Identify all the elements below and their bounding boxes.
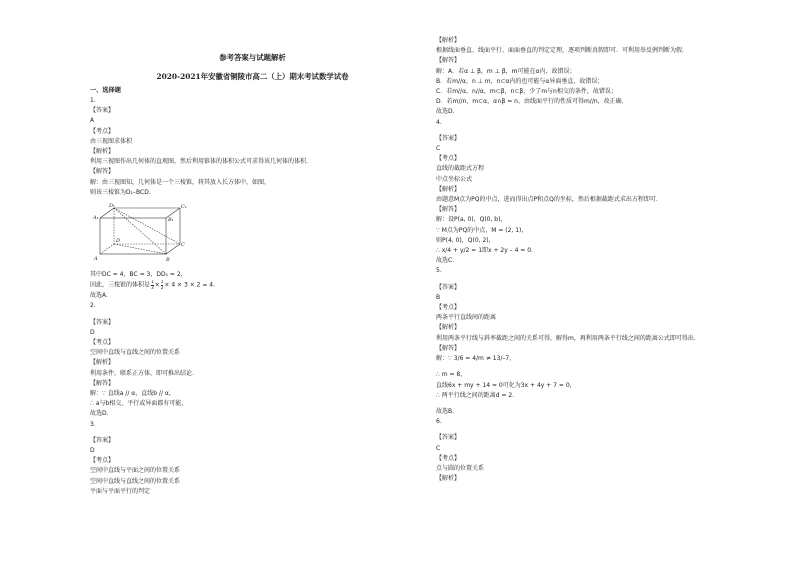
text-line: 利用条件，联系正方体，即可推出结论． (90, 369, 199, 377)
text-line: 【答案】 (436, 434, 461, 442)
fraction-denominator: 2 (160, 285, 164, 291)
text-line: ∴ m = 8， (436, 371, 467, 379)
text-line: 空间中直线与平面之间的位置关系 (90, 467, 181, 475)
vertex-label: D (116, 238, 121, 245)
text-line: 其中DC = 4，BC = 3，DD₁ = 2， (90, 271, 187, 279)
cuboid-figure (92, 200, 192, 262)
vertex-label: C (181, 242, 185, 249)
vertex-label: B₁ (168, 217, 174, 224)
fraction-denominator: 3 (151, 285, 154, 291)
text-line: 1. (90, 97, 96, 104)
fraction-numerator: 1 (151, 280, 154, 285)
text-line: 由三视图求体积 (90, 137, 133, 145)
text-line: 【考点】 (90, 339, 115, 347)
vertex-label: D₁ (109, 203, 116, 210)
text-span: × 4 × 3 × 2 = 4. (164, 282, 216, 290)
text-line: 故选D． (436, 108, 459, 116)
text-line: 【答案】 (436, 134, 461, 142)
text-line: 解：∵ 3/6 = 4/m ≠ 13/–7， (436, 355, 516, 363)
text-line: 解：A．若α ⊥ β，m ⊥ β，m可能在α内，故错误； (436, 67, 576, 75)
text-line: 利用两条平行线与斜率截距之间的关系可得，解得m，再利用两条平行线之间的距离公式即可得出． (436, 334, 700, 342)
text-line: 【考点】 (436, 304, 461, 312)
text-line: B (436, 293, 441, 301)
text-line: 中点坐标公式 (436, 175, 473, 183)
text-line: 根据线面垂直、线面平行、面面垂直的判定定理，逐项判断真假即可．可利用举反例判断为假． (436, 47, 689, 55)
text-line: ∵ M点为PQ的中点，M = (2, 1)， (436, 226, 528, 234)
text-line: 【考点】 (436, 155, 461, 163)
text-line: 【解答】 (436, 57, 461, 65)
text-line: 则P(4, 0)，Q(0, 2)， (436, 236, 495, 244)
text-line: 利用三视图作出几何体的直观图，然后利用锥体的体积公式可求得该几何体的体积． (90, 158, 313, 166)
text-line: 解：∵ 直线a // α，直线b // α， (90, 390, 175, 398)
text-line: ∴ x/4 + y/2 = 1即x + 2y – 4 = 0． (436, 247, 538, 255)
text-line: 【解答】 (90, 379, 115, 387)
text-line: 解：设P(a, 0)，Q(0, b)， (436, 216, 507, 224)
text-line: 【解答】 (436, 206, 461, 214)
text-line: ∴ a与b相交、平行或异面都有可能， (90, 400, 188, 408)
text-line: 则该三棱锥为D₁–BCD. (90, 188, 151, 196)
text-line: 【答案】 (90, 318, 115, 326)
text-line: 4. (436, 118, 442, 126)
text-line: 解：由三视图知，几何体是一个三棱锥，将其放入长方体中，如图， (90, 178, 271, 186)
fraction (151, 280, 154, 290)
text-line: 【答案】 (90, 107, 115, 115)
vertex-label: A₁ (93, 215, 99, 222)
text-line: 【考点】 (90, 457, 115, 465)
fraction (161, 280, 164, 290)
text-line: 2. (90, 302, 96, 310)
text-line: 故选B． (436, 407, 459, 415)
text-line: 【考点】 (436, 454, 461, 462)
text-span: 因此，三棱锥的体积是 (90, 282, 151, 290)
fraction-numerator: 1 (160, 280, 164, 285)
text-line: D．若m//n，m⊂α，α∩β = n，由线面平行的性质可得m//n，故正确． (436, 98, 628, 106)
text-line: 空间中直线与直线之间的位置关系 (90, 349, 181, 357)
text-line: 【答案】 (90, 436, 115, 444)
right-column (436, 36, 766, 484)
left-column (90, 52, 415, 497)
text-line: D (90, 447, 95, 455)
text-line: 【解答】 (90, 168, 115, 176)
text-line: C．若m//α，n//α，m⊂β，n⊂β，少了m与n相交的条件，故错误； (436, 88, 617, 96)
text-line: 【解析】 (436, 37, 461, 44)
text-line: 由题意M点为PQ的中点，进而得出点P和点Q的坐标，然后根据截距式求出方程即可． (436, 196, 662, 204)
text-line: 【解析】 (90, 359, 115, 367)
vertex-label: B (166, 257, 170, 263)
text-line: 6. (436, 418, 442, 426)
text-line: D (90, 328, 95, 336)
text-line: 3. (90, 420, 96, 428)
doc-subtitle: 2020-2021年安徽省铜陵市高二（上）期末考试数学试卷 (156, 72, 349, 81)
text-line: 直线的截距式方程 (436, 165, 485, 173)
text-line: 故选C． (436, 257, 459, 265)
vertex-label: A (94, 256, 98, 263)
text-line: 两条平行直线间的距离 (436, 314, 497, 322)
text-line: 【解析】 (90, 148, 115, 156)
text-line: ∴ 两平行线之间的距离d = 2． (436, 391, 519, 399)
text-line: 点与圆的位置关系 (436, 464, 485, 472)
text-line: 【解答】 (436, 344, 461, 352)
doc-title: 参考答案与试题解析 (219, 53, 286, 62)
text-line: 空间中直线与直线之间的位置关系 (90, 477, 181, 485)
text-line: 直线6x + my + 14 = 0可化为3x + 4y + 7 = 0， (436, 381, 576, 389)
text-line: 5. (436, 267, 442, 275)
section-heading: 一、选择题 (90, 87, 121, 94)
text-line: C (436, 145, 441, 153)
formula-line: 因此，三棱锥的体积是 $\frac{1}{3}$ × $\frac{1}{2}$ × 4 × 3 × 2 = 4. (90, 280, 216, 291)
text-line: 【解析】 (436, 475, 461, 483)
vertex-label: C₁ (181, 204, 187, 211)
text-line: 【考点】 (90, 127, 115, 135)
text-line: 故选D． (90, 410, 113, 418)
text-line: B．若m//α，n ⊥ m，n⊂α内的也可能与α异面垂直，故错误； (436, 77, 604, 85)
text-line: 故选A． (90, 292, 113, 300)
text-line: 平面与平面平行的判定 (90, 487, 151, 495)
text-line: C (436, 444, 441, 452)
text-line: A (90, 117, 95, 125)
text-line: 【解析】 (436, 185, 461, 193)
text-line: 【答案】 (436, 283, 461, 291)
text-line: 【解析】 (436, 324, 461, 332)
